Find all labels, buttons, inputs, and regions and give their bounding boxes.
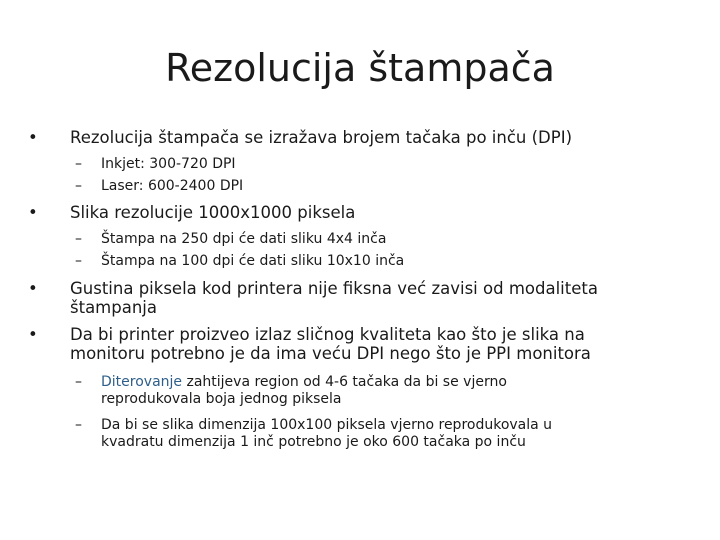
sub-bullet-marker: – [75,417,82,433]
sub-bullet-text-line: kvadratu dimenzija 1 inč potrebno je oko 600 tačaka po inču [101,434,526,450]
sub-bullet-text [101,417,641,451]
sub-bullet-marker: – [75,231,82,247]
sub-bullet-marker: – [75,156,82,172]
bullet-text: Slika rezolucije 1000x1000 piksela [70,203,356,222]
bullet-text [70,325,680,363]
bullet-text-line: Da bi printer proizveo izlaz sličnog kvaliteta kao što je slika na [70,325,585,344]
bullet-marker: • [28,203,38,222]
sub-bullet-text-rest: zahtijeva region od 4-6 tačaka da bi se vjerno [182,374,507,390]
sub-bullet-text: Štampa na 100 dpi će dati sliku 10x10 inča [101,253,405,269]
sub-bullet-text: Inkjet: 300-720 DPI [101,156,236,172]
bullet-text: Rezolucija štampača se izražava brojem tačaka po inču (DPI) [70,128,573,147]
bullet-text [70,279,680,317]
sub-bullet-text-line: Da bi se slika dimenzija 100x100 piksela vjerno reprodukovala u [101,417,553,433]
bullet-marker: • [28,128,38,147]
sub-bullet-text [101,374,641,408]
diterovanje-link[interactable]: Diterovanje [101,374,183,390]
sub-bullet-text: Laser: 600-2400 DPI [101,178,244,194]
slide-title: Rezolucija štampača [165,46,555,90]
bullet-text-line: monitoru potrebno je da ima veću DPI nego što je PPI monitora [70,344,591,363]
sub-bullet-text: Štampa na 250 dpi će dati sliku 4x4 inča [101,231,387,247]
sub-bullet-marker: – [75,253,82,269]
bullet-text-line: Gustina piksela kod printera nije fiksna već zavisi od modaliteta [70,279,598,298]
bullet-text-line: štampanja [70,298,157,317]
sub-bullet-marker: – [75,374,82,390]
bullet-marker: • [28,279,38,298]
sub-bullet-text-line: reprodukovala boja jednog piksela [101,391,342,407]
sub-bullet-marker: – [75,178,82,194]
bullet-marker: • [28,325,38,344]
